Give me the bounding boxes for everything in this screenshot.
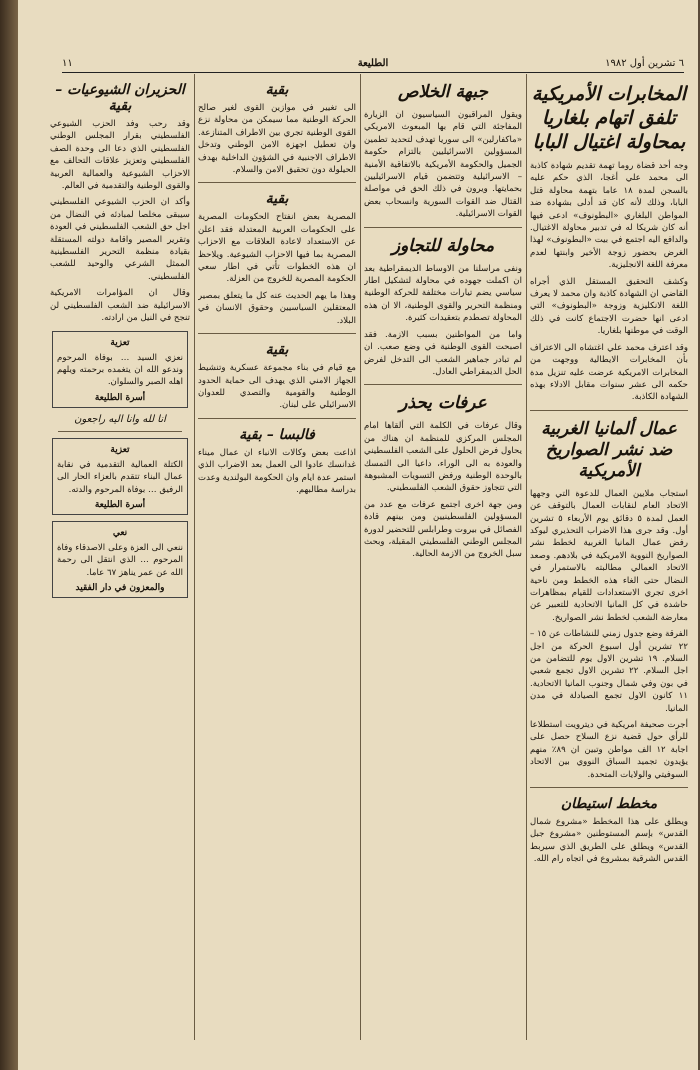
divider	[364, 227, 522, 228]
article-paragraph: وأكد ان الحزب الشيوعي الفلسطيني سيبقى مخلصا لمبادئه في النضال من اجل حق الشعب الفلسطيني في العودة وتقرير المصير واقامة دولته المستقلة بقيادة منظمة التحرير الفلسطينية الممثل الشرعي والوحيد للشعب الفلسطيني.	[50, 197, 190, 282]
headline-continued: بقية	[265, 342, 289, 359]
headline-arafat-warns: عرفات يحذر	[399, 393, 487, 414]
headline-attempt-to-bypass: محاولة للتجاوز	[391, 235, 495, 256]
notice-title: تعزية	[110, 444, 130, 455]
notice-title: نعي	[112, 527, 128, 538]
quran-verse: انا لله وانا اليه راجعون	[74, 413, 166, 425]
column-rule	[360, 74, 361, 1040]
notice-body: ننعي الى العزة وعلى الاصدقاء وفاة المرحوم … الذي انتقل الى رحمة الله عن عمر يناهز ٦٧ عاما.	[57, 542, 183, 578]
article-paragraph: ويطلق على هذا المخطط «مشروع شمال القدس» بإسم المستوطنين «مشروع جبل القدس» ويطلق على الطريق الذي سيربط القدس الشرقية بمشروع في اتجاه رام الله.	[530, 817, 688, 865]
article-paragraph: وهذا ما يهم الحديث عنه كل ما يتعلق بمصير المعتقلين السياسيين وحقوق الانسان في البلاد.	[198, 290, 356, 326]
headline-settlement-plan: مخطط استيطان	[560, 796, 658, 813]
article-paragraph: وقد اعترف محمد علي اغتشاه الى الاعتراف بأن المخابرات الايطالية ووجهت من المخابرات الامريكية عرضت عليه تنزيل مدة حكمه الى عشر سنوات مقابل الادلاء بهذه الشهادة الكاذبة.	[530, 342, 688, 403]
obituary-notice	[52, 521, 188, 598]
column-rule	[194, 74, 195, 1040]
notice-body: نعزي السيد … بوفاة المرحوم وندعو الله ان يتغمده برحمته ويلهم اهله الصبر والسلوان.	[57, 352, 183, 388]
article-paragraph: وقال ان المؤامرات الامريكية الاسرائيلية ضد الشعب الفلسطيني لن تنجح في النيل من ارادته.	[50, 288, 190, 324]
running-header	[62, 58, 684, 73]
divider	[198, 333, 356, 334]
newspaper-name: الطليعة	[357, 58, 389, 69]
article-paragraph: ويقول المراقبون السياسيون ان الزيارة المفاجئة التي قام بها المبعوث الامريكي «ماكفارلين» الى سوريا تهدف لتحديد تطمين المسؤولين الاسرائيليين بالتزام حكومة الجميل والحكومة الأمريكية بالاتفاقية الأمنية – الاسرائيلية وتتضمن قيام الاسرائيليين بحمايتها. ويرون في ذلك الحق في مواصلة القتال ضد القوات السورية وانسحاب بعض القوات الاسرائيلية.	[364, 110, 522, 220]
headline-german-workers: عمال ألمانيا الغربية ضد نشر الصواريخ الأمريكية	[541, 418, 677, 481]
notice-signature: أسرة الطليعة	[94, 392, 146, 403]
divider	[58, 431, 182, 432]
article-paragraph: أجرت صحيفة امريكية في ديترويت استطلاعا للرأي حول قضية نزع السلاح حصل على اجابة ١٢ الف مواطن وتبين ان ٨٩٪ منهم يؤيدون تجميد السباق النووي بين الاتحاد السوفيتي والولايات المتحدة.	[530, 720, 688, 780]
column-2	[364, 74, 522, 1040]
divider	[364, 384, 522, 385]
article-paragraph: اذاعت بعض وكالات الانباء ان عمال ميناء غدانسك عادوا الى العمل بعد الاضراب الذي استمر عدة ايام وان الحكومة البولندية وعدت بدراسة مطالبهم.	[198, 447, 356, 495]
article-paragraph: الى تغيير في موازين القوى لغير صالح الحركة الوطنية مما سيمكن من محاولة نزع القوى الوطنية تجري بين الاطراف المتنازعة. وان تعطيل اجهزة الامن الوطني وتدخل الاطراف الاجنبية في الشؤون الداخلية بهدف الحيلولة دون تحقيق الامن والسلام.	[198, 103, 356, 176]
headline-poland-continued: فالبسا – بقية	[239, 426, 315, 443]
headline-continued: بقية	[265, 82, 289, 98]
headline-salvation-front: جبهة الخلاص	[397, 82, 489, 102]
issue-date: ٦ تشرين أول ١٩٨٢	[605, 58, 684, 69]
article-paragraph: مع قيام في بناء مجموعة عسكرية وتنشيط الجهاز الامني الذي يهدف الى حماية الحدود الوطنية والقومية والتصدي للعدوان الاسرائيلي على لبنان.	[198, 363, 356, 411]
article-paragraph: ونفى مراسلنا من الاوساط الديمقراطية بعد ان اكملت جهوده في محاولة لتشكيل اطار سياسي يضم تيارات مختلفة للحركة الوطنية ومنظمة التحرير والقوى الوطنية، الا ان هذه المحاولة تصطدم بتعقيدات كثيرة.	[364, 263, 522, 324]
divider	[198, 182, 356, 183]
page-number: ١١	[62, 58, 73, 69]
article-paragraph: المصرية بعض انفتاح الحكومات المصرية على الحكومات العربية المعتدلة فقد اعلن عن الاستعداد لاعادة العلاقات مع الاحزاب المصرية بما فيها الاحزاب الشيوعية. ويلاحظ ان هذه الخطوات تأتي في اطار سعي الحكومة المصرية للخروج من العزلة.	[198, 212, 356, 285]
divider	[530, 410, 688, 411]
article-paragraph: استجاب ملايين العمال للدعوة التي وجهها الاتحاد العام لنقابات العمال بالتوقف عن العمل لمدة ٥ دقائق يوم الأربعاء ٥ تشرين أول. وقد جرى هذا الاضراب التحذيري ليوكد رفض عمال المانيا الغربية لخطط نشر الصواريخ النووية الامريكية في بلادهم. وصعد الاتحاد العمالي مطالبته بالاستمرار في النضال حتى الغاء هذه الخطط ومن ناحية اخرى تجري الاستعدادات للقيام بمظاهرات حاشدة في كل المانيا الاتحادية للتعبير عن معارضة الشعب لخطط نشر الصواريخ.	[530, 488, 688, 623]
headline-cia-bulgaria: المخابرات الأمريكية تلفق اتهام بلغاريا بمحاولة اغتيال البابا	[531, 83, 687, 153]
column-3	[198, 74, 356, 1040]
article-paragraph: واما من المواطنين بسبب الازمة. فقد اصبحت القوى الوطنية في وضع صعب. ان لم تبادر جماهير الشعب الى التدخل لفرض الحل الديمقراطي العادل.	[364, 329, 522, 377]
headline-continued: بقية	[265, 191, 289, 208]
article-paragraph: وقد رحب وفد الحزب الشيوعي الفلسطيني بقرار المجلس الوطني الفلسطيني الذي دعا الى وحدة الصف الفلسطيني وتعزيز علاقات التحالف مع الاحزاب الشيوعية والعمالية العربية والقوى الوطنية والتقدمية في العالم.	[50, 119, 190, 192]
article-paragraph: وكشف التحقيق المستقل الذي أجراه القاضي ان الشهادة كاذبة وان محمد لا يعرف اللغة الانكليزية وزوجة «البطونوف» التي ادعى انها حضرت الاجتماع كانت في ذلك الوقت في موطنها بلغاريا.	[530, 276, 688, 337]
page-binding-edge	[0, 0, 18, 1070]
newspaper-page	[18, 0, 698, 1070]
article-paragraph: وجه أحد قضاة روما تهمة تقديم شهادة كاذبة الى محمد علي أغجا، الذي حكم عليه بالسجن لمدة ١٨ عاما بتهمة محاولة قتل البابا، وذلك لأنه كان قد أدلى بشهادة ضد المواطن البلغاري «البطونوف» ادعى فيها أنه كان شريكا له في تدبير محاولة الاغتيال. والدافع اليه اجتمع في بيت «البطونوف» لهذا الغرض بحضور زوجة الأخير وابنتها لعدم معرفة اللغة الانجليزية.	[530, 161, 688, 271]
headline-communist-parties-continued: الحزيران الشيوعيات – بقية	[55, 82, 185, 114]
article-paragraph: الفرقة وضع جدول زمني للنشاطات عن ١٥ – ٢٢ تشرين أول اسبوع الحركة من اجل السلام. ١٩ تشرين الاول يوم للتضامن من اجل السلام. ٢٢ تشرين الاول تجمع شعبي في بون وفي شمال وجنوب المانيا الاتحادية. ١١ كانون الاول تجمع الصيادلة في مدن المانيا.	[530, 629, 688, 714]
divider	[530, 787, 688, 788]
notice-title: تعزية	[110, 337, 130, 348]
article-paragraph: ومن جهة اخرى اجتمع عرفات مع عدد من المسؤولين الفلسطينيين ومن بينهم قادة الفصائل في بيروت وطرابلس للتحضير لدورة المجلس الوطني الفلسطيني المقبلة، وبحث سبل الخروج من الازمة الحالية.	[364, 499, 522, 560]
condolence-notice	[52, 438, 188, 515]
column-rule	[526, 74, 527, 1040]
condolence-notice	[52, 331, 188, 408]
column-4	[50, 74, 190, 1040]
column-1	[530, 74, 688, 1040]
divider	[198, 418, 356, 419]
notice-signature: أسرة الطليعة	[94, 499, 146, 510]
notice-signature: والمعزون في دار الفقيد	[75, 583, 165, 594]
article-paragraph: وقال عرفات في الكلمة التي ألقاها امام المجلس المركزي للمنظمة ان هناك من يحاول فرض الحلول على الشعب الفلسطيني والعودة به الى الوراء، داعيا الى التمسك بالوحدة الوطنية ورفض التسويات المشبوهة التي تتجاوز حقوق الشعب الفلسطيني.	[364, 421, 522, 494]
notice-body: الكتلة العمالية التقدمية في نقابة عمال البناء تتقدم بالعزاء الحار الى الرفيق … بوفاة المرحوم والدته.	[57, 459, 183, 495]
